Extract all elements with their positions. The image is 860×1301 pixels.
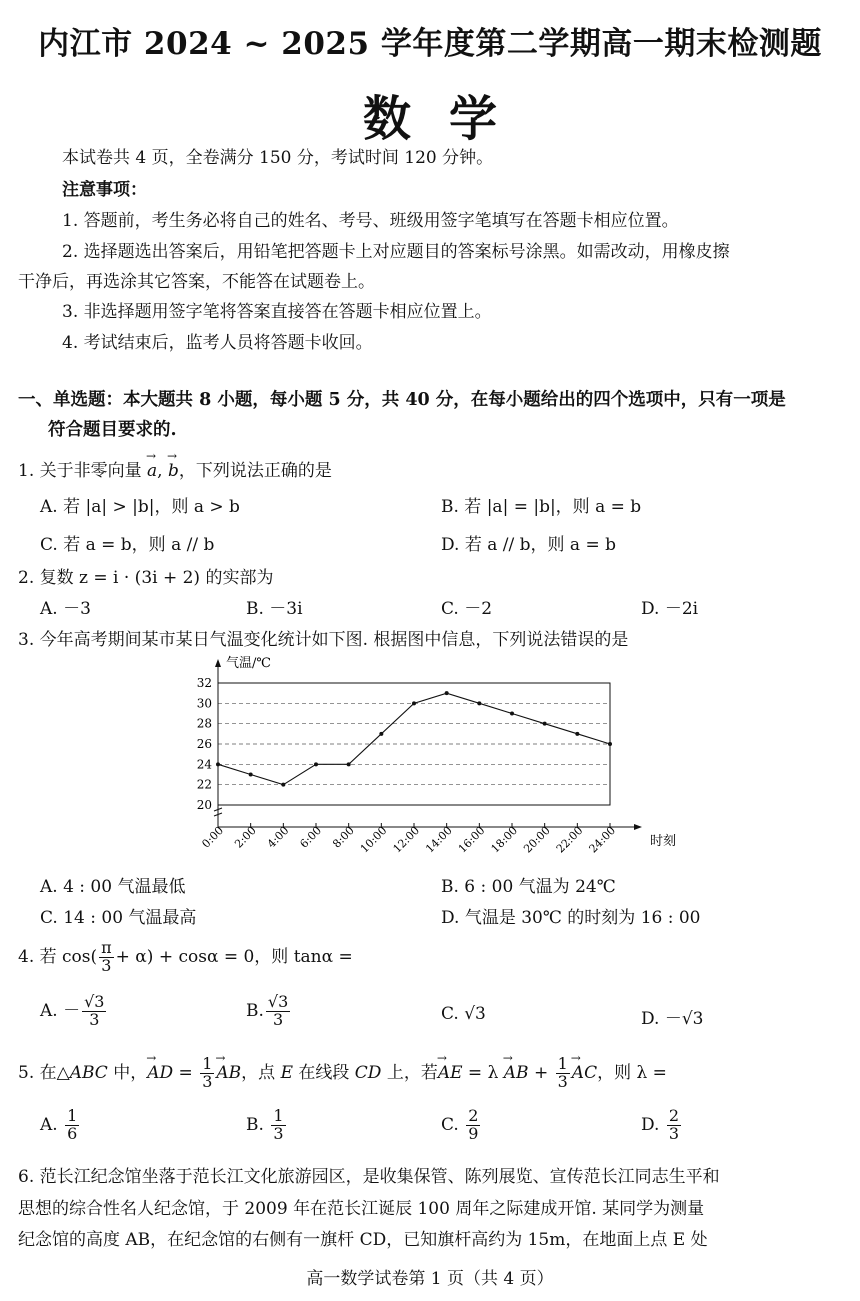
option-label: A. － [40,1000,81,1021]
x-axis-arrow [634,824,642,830]
x-tick-label: 6:00 [297,823,325,851]
q1-option-d: D. 若 a // b，则 a = b [441,535,616,555]
q5-text: 上，若 [381,1062,438,1083]
q5-text: ，则 λ = [597,1062,667,1083]
frac-den: 6 [67,1123,78,1143]
q3-option-c: C. 14 : 00 气温最高 [40,908,197,928]
one-third [556,1056,570,1091]
data-point [412,701,416,705]
y-tick-label: 30 [196,696,212,711]
option-label: D. [641,1114,660,1135]
frac-num: √3 [267,992,289,1011]
temperature-series-points [216,691,612,787]
point-e: E [280,1062,293,1083]
subject-title: 数学 [362,91,535,147]
segment-cd: CD [354,1062,382,1083]
question-5-stem [18,1056,667,1091]
one-third [200,1056,214,1091]
question-4-stem [18,940,353,975]
q5-option-c [441,1108,482,1143]
x-tick-label: 18:00 [488,823,521,856]
q3-option-a: A. 4 : 00 气温最低 [40,877,186,897]
note-item: 4. 考试结束后，监考人员将答题卡收回。 [62,333,373,353]
question-3-stem: 3. 今年高考期间某市某日气温变化统计如下图. 根据图中信息，下列说法错误的是 [18,630,629,650]
frac-num: 2 [468,1106,479,1125]
question-1-stem: 1. 关于非零向量 → a, → b，下列说法正确的是 [18,456,332,481]
option-label: B. [246,1000,264,1021]
q5-text: = [173,1062,199,1083]
q5-text: 在线段 [292,1062,355,1083]
frac-num: 1 [557,1054,568,1073]
q4-stem-end: + α) + cosα = 0，则 tanα = [115,946,353,967]
frac-num: 1 [273,1106,284,1125]
q5-text: 中， [107,1062,148,1083]
chart-axes [214,659,642,830]
x-tick-label: 16:00 [455,823,488,856]
frac-den: 9 [468,1123,479,1143]
frac-den: 3 [557,1071,568,1091]
q3-option-d: D. 气温是 30℃ 的时刻为 16 : 00 [441,908,701,928]
pi-over-3 [99,940,114,975]
triangle-name: ABC [69,1062,108,1083]
q5-text: 5. 在△ [18,1062,70,1083]
frac-num: √3 [84,992,105,1011]
q5-option-d [641,1108,683,1143]
data-point [477,701,481,705]
intro-text: 本试卷共 4 页，全卷满分 150 分，考试时间 120 分钟。 [62,148,494,168]
frac-den: 3 [668,1123,680,1143]
temperature-series-line [218,693,610,785]
data-point [608,742,612,746]
x-tick-label: 24:00 [586,823,619,856]
frac-den: 3 [101,955,112,975]
x-tick-label: 10:00 [357,823,390,856]
data-point [575,732,579,736]
q4-stem-start: 4. 若 cos( [18,946,98,967]
option-fraction [466,1108,480,1143]
q3-option-b: B. 6 : 00 气温为 24℃ [441,877,616,897]
q5-text: = λ [462,1062,504,1083]
y-tick-label: 28 [196,716,212,731]
note-item: 1. 答题前，考生务必将自己的姓名、考号、班级用签字笔填写在答题卡相应位置。 [62,211,679,231]
q4-option-b [246,994,292,1029]
vector-ae: → AE [438,1063,463,1083]
y-axis-arrow [215,659,221,667]
option-label: B. [246,1114,264,1135]
x-tick-label: 22:00 [553,823,586,856]
data-point [281,783,285,787]
option-fraction [266,994,290,1029]
note-item: 干净后，再选涂其它答案，不能答在试题卷上。 [18,272,375,292]
x-tick-label: 12:00 [390,823,423,856]
data-point [379,732,383,736]
q5-text: ，点 [241,1062,281,1083]
notes-heading: 注意事项： [62,180,147,200]
y-axis-label: 气温/℃ [226,656,271,671]
frac-den: 3 [202,1071,213,1091]
question-6-line: 6. 范长江纪念馆坐落于范长江文化旅游园区，是收集保管、陈列展览、宣传范长江同志生平和 [18,1167,720,1187]
section-heading-cont: 符合题目要求的. [48,420,177,440]
q1-stem-start: 1. 关于非零向量 [18,461,142,481]
data-point [314,762,318,766]
note-item: 2. 选择题选出答案后，用铅笔把答题卡上对应题目的答案标号涂黑。如需改动，用橡皮擦 [62,242,730,262]
q4-option-d: D. －√3 [641,1009,704,1029]
frac-den: 3 [273,1009,284,1029]
exam-title: 内江市 2024 ~ 2025 学年度第二学期高一期末检测题 [38,26,822,62]
q1-option-a: A. 若 |a| > |b|，则 a > b [40,497,240,517]
q2-option-c: C. －2 [441,599,493,619]
page-footer: 高一数学试卷第 1 页（共 4 页） [306,1269,554,1289]
data-point [510,712,514,716]
vector-ab: → AB [504,1063,529,1083]
chart-y-tick-labels [197,676,213,812]
chart-grid [218,703,610,784]
frac-num: π [101,938,112,957]
y-tick-label: 24 [196,757,212,772]
data-point [347,762,351,766]
option-label: A. [40,1114,58,1135]
vector-ab: → AB [216,1063,241,1083]
option-fraction [82,994,106,1029]
q4-option-c: C. √3 [441,1004,486,1024]
q2-option-b: B. －3i [246,599,303,619]
x-tick-label: 20:00 [521,823,553,856]
x-tick-label: 14:00 [423,823,455,856]
y-tick-label: 22 [196,777,212,792]
question-6-line: 思想的综合性名人纪念馆，于 2009 年在范长江诞辰 100 周年之际建成开馆. 某同学为测量 [18,1199,705,1219]
q5-option-a [40,1108,81,1143]
frac-num: 1 [202,1054,213,1073]
q2-option-a: A. －3 [40,599,91,619]
data-point [249,773,253,777]
q5-text: + [528,1062,554,1083]
vector-b: → b [168,461,179,481]
frac-num: 1 [67,1106,78,1125]
vector-ad: → AD [147,1063,173,1083]
x-tick-label: 2:00 [232,823,259,851]
question-6-line: 纪念馆的高度 AB，在纪念馆的右侧有一旗杆 CD，已知旗杆高约为 15m，在地面上点 E 处 [18,1230,708,1250]
frac-num: 2 [668,1106,680,1125]
vector-ac: → AC [572,1063,597,1083]
x-tick-label: 8:00 [330,823,357,851]
y-tick-label: 32 [196,676,212,690]
q2-option-d: D. －2i [641,599,699,619]
frac-den: 3 [273,1123,284,1143]
option-fraction [65,1108,79,1143]
q1-stem-end: ，下列说法正确的是 [178,461,332,481]
note-item: 3. 非选择题用签字笔将答案直接答在答题卡相应位置上。 [62,302,492,322]
data-point [543,722,547,726]
q4-option-a [40,994,108,1029]
option-fraction [271,1108,285,1143]
q1-option-b: B. 若 |a| = |b|，则 a = b [441,497,642,517]
x-axis-label: 时刻 [650,834,677,849]
temperature-line-chart [180,655,700,865]
data-point [445,691,449,695]
data-point [216,762,220,766]
frac-den: 3 [89,1009,100,1029]
x-tick-label: 4:00 [264,823,292,851]
question-2-stem: 2. 复数 z = i · (3i + 2) 的实部为 [18,568,274,588]
q5-option-b [246,1108,288,1143]
option-label: C. [441,1114,459,1135]
y-tick-label: 20 [196,798,212,812]
y-tick-label: 26 [196,737,212,751]
x-tick-label: 0:00 [199,823,227,851]
chart-x-tick-labels [199,824,618,856]
vector-a: → a [147,461,157,481]
option-fraction [667,1108,681,1143]
q1-option-c: C. 若 a = b，则 a // b [40,535,215,555]
section-heading: 一、单选题：本大题共 8 小题，每小题 5 分，共 40 分，在每小题给出的四个选项中，只有一项是 [18,390,786,410]
